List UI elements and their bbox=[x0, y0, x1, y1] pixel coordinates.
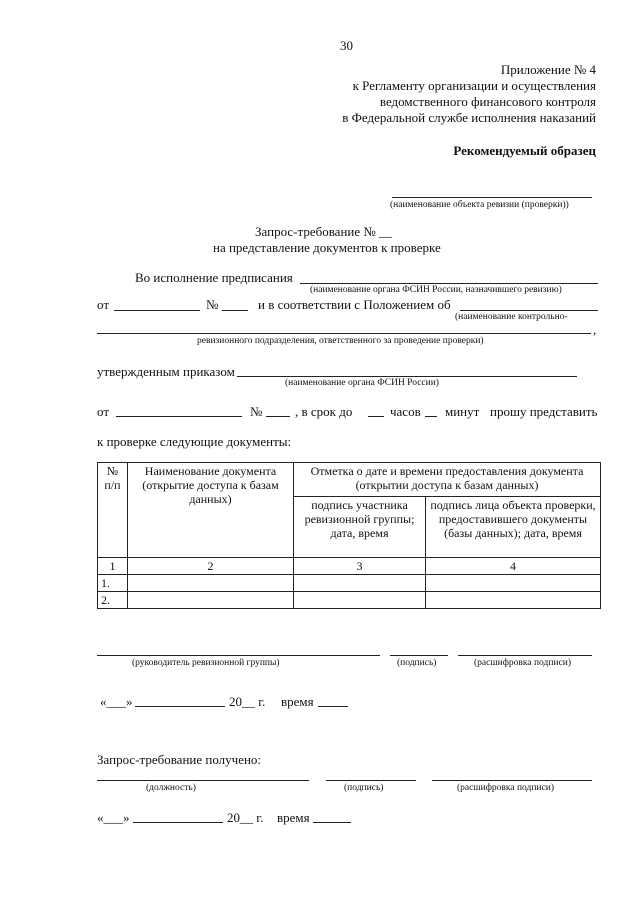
row-cell[interactable] bbox=[128, 592, 294, 609]
col-number: 3 bbox=[294, 558, 426, 575]
header-line-3: в Федеральной службе исполнения наказаний bbox=[342, 110, 596, 125]
approved-label: утвержденным приказом bbox=[97, 364, 235, 379]
request-title: Запрос-требование № __ bbox=[255, 224, 393, 239]
col-number: 2 bbox=[128, 558, 294, 575]
control-caption: (наименование контрольно- bbox=[455, 312, 568, 322]
row-cell[interactable] bbox=[294, 592, 426, 609]
term-label: , в срок до bbox=[295, 404, 353, 419]
time-field[interactable] bbox=[318, 706, 348, 707]
year-label: 20__ г. bbox=[229, 694, 266, 709]
date-quote-2: «___» bbox=[97, 810, 130, 825]
col-number: 4 bbox=[426, 558, 601, 575]
header-sign-participant: подпись участника ревизионной группы; дата, время bbox=[294, 497, 426, 558]
fsin-org-field[interactable] bbox=[300, 283, 598, 284]
revision-unit-field[interactable] bbox=[97, 333, 591, 334]
time-field-2[interactable] bbox=[313, 822, 351, 823]
time-label: время bbox=[281, 694, 314, 709]
hours-label: часов bbox=[390, 404, 421, 419]
header-sign-object: подпись лица объекта проверки, предоставившего документы (базы данных); дата, время bbox=[426, 497, 601, 558]
header-document-name: Наименование документа (открытие доступа к базам данных) bbox=[128, 463, 294, 558]
object-caption: (наименование объекта ревизии (проверки)) bbox=[390, 200, 569, 210]
from-label: от bbox=[97, 297, 110, 312]
received-label: Запрос-требование получено: bbox=[97, 752, 262, 767]
row-cell[interactable] bbox=[426, 575, 601, 592]
table-column-numbers bbox=[98, 558, 601, 575]
instruction-label: Во исполнение предписания bbox=[135, 270, 293, 285]
row-number: 1. bbox=[98, 575, 128, 592]
decode-field[interactable] bbox=[458, 655, 592, 656]
revision-unit-caption: ревизионного подразделения, ответственного за проведение проверки) bbox=[197, 336, 484, 346]
table-row[interactable] bbox=[98, 575, 601, 592]
header-number: № п/п bbox=[98, 463, 128, 558]
deadline-date-field[interactable] bbox=[368, 416, 384, 417]
regulation-field[interactable] bbox=[460, 310, 598, 311]
minutes-label: минут bbox=[445, 404, 480, 419]
fsin-org-caption: (наименование органа ФСИН России, назначившего ревизию) bbox=[310, 285, 562, 295]
appendix-title: Приложение № 4 bbox=[500, 62, 596, 77]
table-header-row bbox=[98, 463, 601, 497]
date-month-field[interactable] bbox=[135, 706, 225, 707]
position-caption: (должность) bbox=[146, 783, 196, 793]
time-label-2: время bbox=[277, 810, 310, 825]
according-label: и в соответствии с Положением об bbox=[258, 297, 451, 312]
hours-field[interactable] bbox=[425, 416, 437, 417]
header-line-1: к Регламенту организации и осуществления bbox=[352, 78, 596, 93]
decode-field-2[interactable] bbox=[432, 780, 592, 781]
fsin-caption: (наименование органа ФСИН России) bbox=[285, 378, 439, 388]
row-cell[interactable] bbox=[426, 592, 601, 609]
number-field[interactable] bbox=[222, 310, 248, 311]
year-label-2: 20__ г. bbox=[227, 810, 264, 825]
order-field[interactable] bbox=[237, 376, 577, 377]
request-label: прошу представить bbox=[490, 404, 598, 419]
table-row[interactable] bbox=[98, 592, 601, 609]
page-number: 30 bbox=[340, 38, 353, 53]
position-field[interactable] bbox=[97, 780, 309, 781]
from-label-2: от bbox=[97, 404, 110, 419]
col-number: 1 bbox=[98, 558, 128, 575]
from-date-field[interactable] bbox=[114, 310, 200, 311]
signature-field-2[interactable] bbox=[326, 780, 416, 781]
row-number: 2. bbox=[98, 592, 128, 609]
header-mark: Отметка о дате и времени предоставления документа (открытии доступа к базам данных) bbox=[294, 463, 601, 497]
documents-label: к проверке следующие документы: bbox=[97, 434, 292, 449]
head-caption: (руководитель ревизионной группы) bbox=[132, 658, 280, 668]
documents-table bbox=[97, 462, 601, 609]
number-field-2[interactable] bbox=[266, 416, 290, 417]
signature-field[interactable] bbox=[390, 655, 448, 656]
number-label-2: № bbox=[250, 404, 263, 419]
comma: , bbox=[593, 322, 597, 337]
signature-caption: (подпись) bbox=[397, 658, 437, 668]
object-name-field[interactable] bbox=[392, 197, 592, 198]
head-field[interactable] bbox=[97, 655, 380, 656]
decode-caption-2: (расшифровка подписи) bbox=[457, 783, 554, 793]
row-cell[interactable] bbox=[294, 575, 426, 592]
date-quote: «___» bbox=[100, 694, 133, 709]
decode-caption: (расшифровка подписи) bbox=[474, 658, 571, 668]
signature-caption-2: (подпись) bbox=[344, 783, 384, 793]
number-label: № bbox=[206, 297, 219, 312]
row-cell[interactable] bbox=[128, 575, 294, 592]
sample-label: Рекомендуемый образец bbox=[453, 143, 596, 158]
date-month-field-2[interactable] bbox=[133, 822, 223, 823]
request-subtitle: на представление документов к проверке bbox=[213, 240, 441, 255]
header-line-2: ведомственного финансового контроля bbox=[379, 94, 596, 109]
from-date-field-2[interactable] bbox=[116, 416, 242, 417]
